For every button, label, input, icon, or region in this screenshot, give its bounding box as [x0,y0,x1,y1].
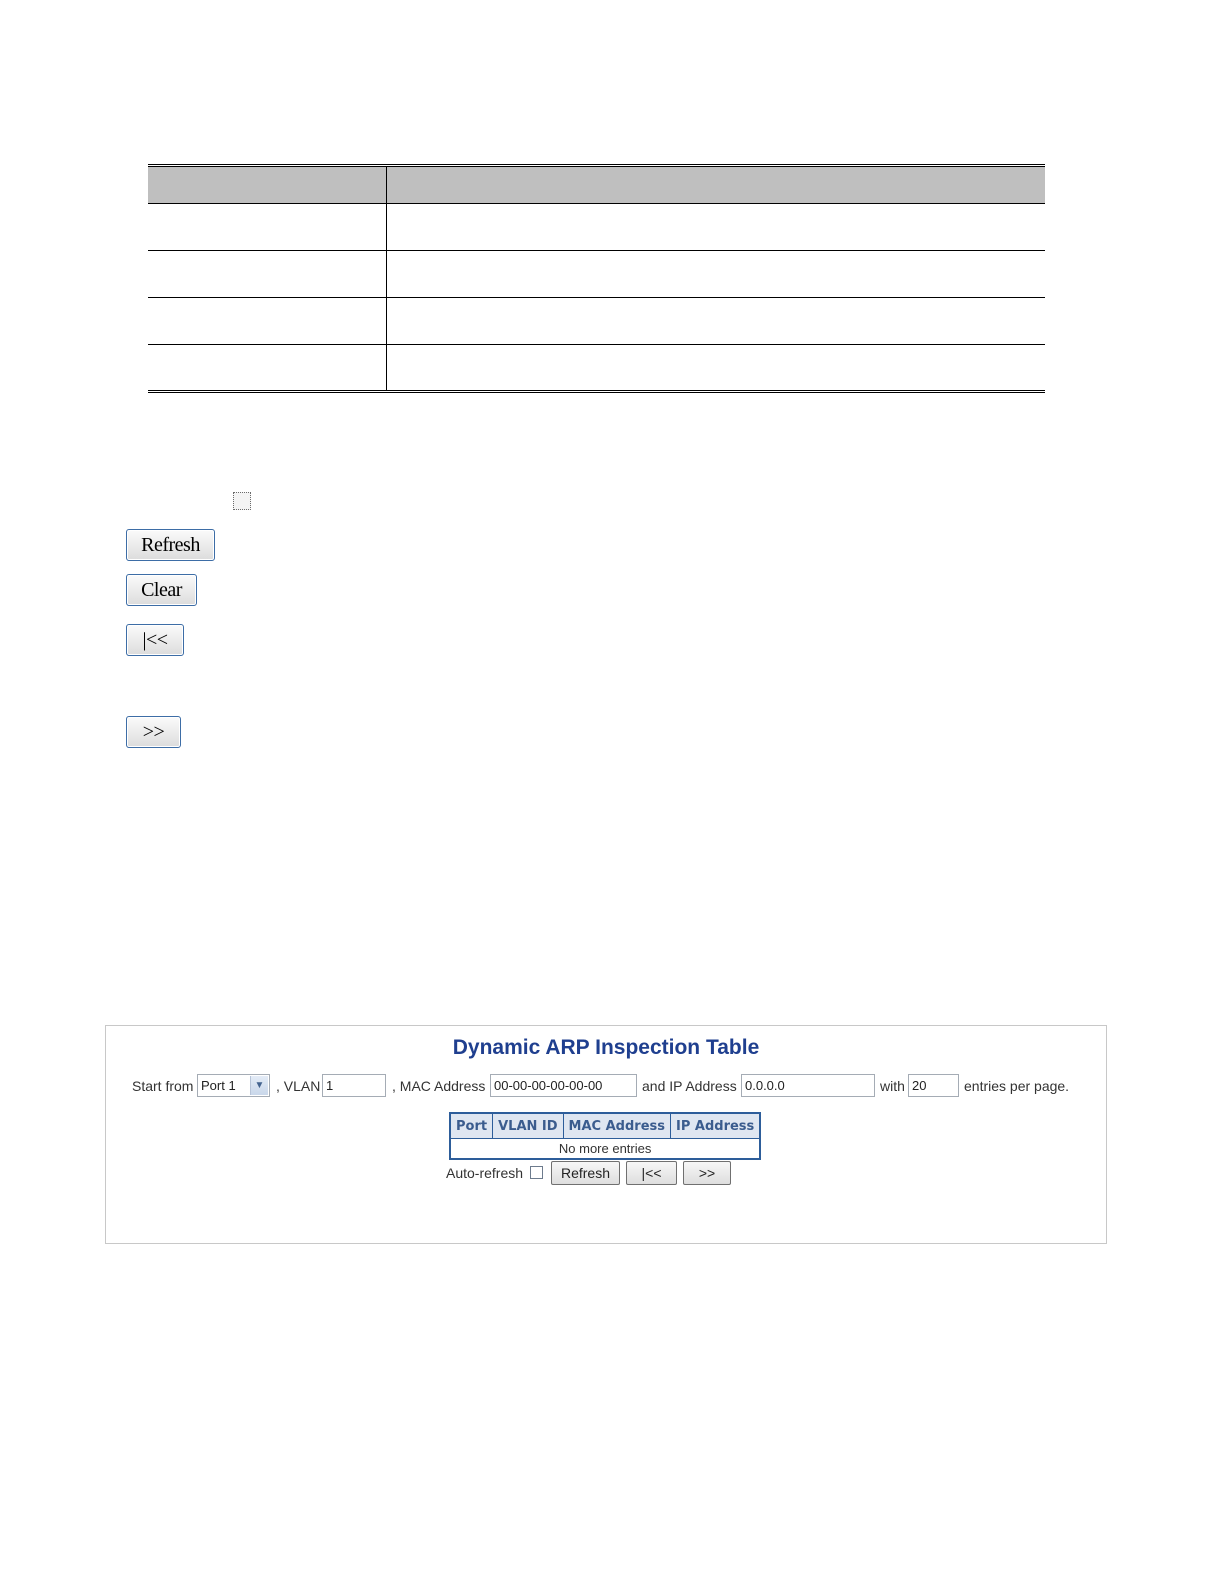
ip-address-input[interactable]: 0.0.0.0 [741,1074,875,1097]
auto-refresh-checkbox[interactable] [233,492,251,510]
first-page-button[interactable]: |<< [126,624,184,656]
first-page-button[interactable]: |<< [626,1161,677,1185]
next-page-button[interactable]: >> [683,1161,731,1185]
mac-address-input[interactable]: 00-00-00-00-00-00 [490,1074,637,1097]
ip-address-label: and IP Address [642,1078,737,1094]
vlan-input[interactable]: 1 [322,1074,386,1097]
column-header-ip-address: IP Address [671,1113,761,1139]
auto-refresh-checkbox[interactable] [530,1166,543,1179]
table-cell [387,298,1046,345]
entries-per-page-input[interactable]: 20 [908,1074,959,1097]
header-cell-description [387,166,1046,204]
with-label: with [880,1078,905,1094]
table-cell [387,204,1046,251]
empty-message: No more entries [450,1139,760,1160]
mac-address-label: , MAC Address [392,1078,486,1094]
port-select[interactable] [197,1074,270,1097]
auto-refresh-label: Auto-refresh [446,1165,524,1181]
start-from-label: Start from [132,1078,194,1094]
chevron-down-icon[interactable]: ▼ [250,1076,268,1095]
table-header-row [450,1113,760,1139]
table-row [450,1139,760,1160]
table-cell [387,251,1046,298]
arp-inspection-table [449,1112,761,1160]
table-cell [148,345,387,392]
header-cell-object [148,166,387,204]
vlan-label: , VLAN [276,1078,321,1094]
table-cell [148,204,387,251]
table-cell [148,251,387,298]
table-row [148,251,1045,298]
next-page-button[interactable]: >> [126,716,181,748]
arp-inspection-panel [105,1025,1107,1244]
column-header-vlan-id: VLAN ID [493,1113,563,1139]
panel-title: Dynamic ARP Inspection Table [452,1036,760,1059]
column-header-port: Port [450,1113,493,1139]
entries-per-page-label: entries per page. [964,1078,1070,1094]
parameter-table [148,164,1045,393]
table-cell [387,345,1046,392]
refresh-button[interactable]: Refresh [551,1161,620,1185]
filter-row [132,1074,1100,1098]
column-header-mac-address: MAC Address [563,1113,670,1139]
table-row [148,298,1045,345]
table-controls [446,1161,746,1185]
table-header-row [148,166,1045,204]
table-cell [148,298,387,345]
refresh-button[interactable]: Refresh [126,529,215,561]
table-row [148,345,1045,392]
table-row [148,204,1045,251]
clear-button[interactable]: Clear [126,574,197,606]
port-select-value: Port 1 [201,1078,236,1093]
